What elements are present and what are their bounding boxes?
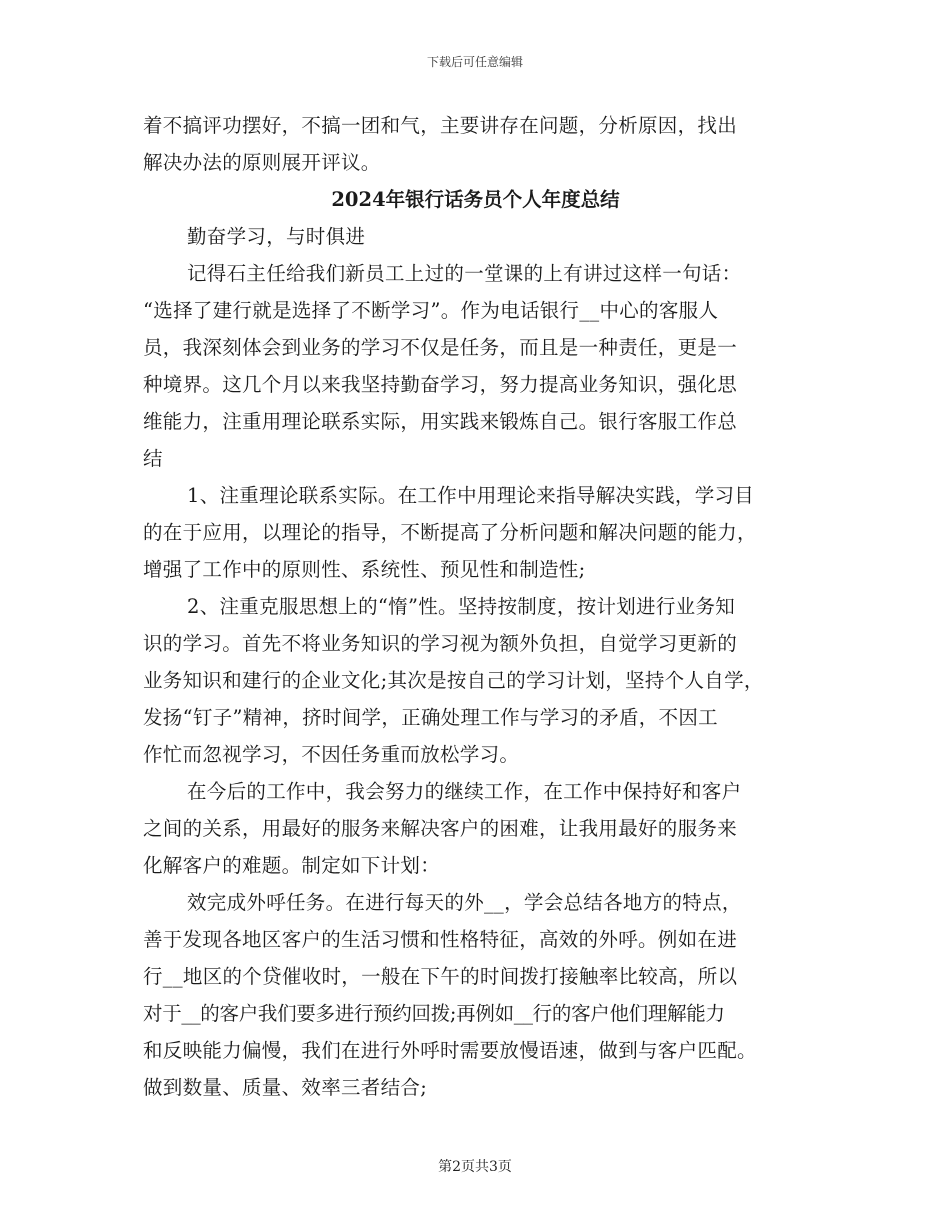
text-line: 维能力，注重用理论联系实际，用实践来锻炼自己。银行客服工作总 bbox=[143, 410, 738, 433]
text-line: 员，我深刻体会到业务的学习不仅是任务，而且是一种责任，更是一 bbox=[143, 336, 738, 359]
text-line: 勤奋学习，与时俱进 bbox=[187, 225, 366, 248]
document-body bbox=[143, 107, 808, 1106]
text-line: “选择了建行就是选择了不断学习”。作为电话银行__中心的客服人 bbox=[143, 299, 719, 322]
page-number: 第2页共3页 bbox=[438, 1159, 512, 1175]
document-paragraphs bbox=[143, 218, 808, 1106]
text-line: 识的学习。首先不将业务知识的学习视为额外负担，自觉学习更新的 bbox=[143, 632, 738, 655]
text-line: 1、注重理论联系实际。在工作中用理论来指导解决实践，学习目 bbox=[187, 484, 755, 507]
text-line: 2、注重克服思想上的“惰”性。坚持按制度，按计划进行业务知 bbox=[187, 595, 736, 618]
page-header: 下载后可任意编辑 bbox=[426, 55, 523, 69]
text-line: 的在于应用，以理论的指导，不断提高了分析问题和解决问题的能力， bbox=[143, 521, 757, 544]
text-line: 和反映能力偏慢，我们在进行外呼时需要放慢语速，做到与客户匹配。 bbox=[143, 1039, 757, 1062]
paragraph-continuation bbox=[143, 107, 808, 181]
text-line: 对于__的客户我们要多进行预约回拨;再例如__行的客户他们理解能力 bbox=[143, 1002, 725, 1025]
text-line: 之间的关系，用最好的服务来解决客户的困难，让我用最好的服务来 bbox=[143, 817, 738, 840]
text-line: 在今后的工作中，我会努力的继续工作，在工作中保持好和客户 bbox=[187, 780, 742, 803]
document-title: 2024年银行话务员个人年度总结 bbox=[331, 188, 620, 211]
text-line: 增强了工作中的原则性、系统性、预见性和制造性; bbox=[143, 558, 586, 581]
text-line: 行__地区的个贷催收时，一般在下午的时间拨打接触率比较高，所以 bbox=[143, 965, 738, 988]
text-line: 做到数量、质量、效率三者结合; bbox=[143, 1076, 428, 1099]
text-line: 发扬“钉子”精神，挤时间学，正确处理工作与学习的矛盾，不因工 bbox=[143, 706, 718, 729]
text-line: 化解客户的难题。制定如下计划： bbox=[143, 854, 441, 877]
text-line: 效完成外呼任务。在进行每天的外__，学会总结各地方的特点， bbox=[187, 891, 742, 914]
text-line: 业务知识和建行的企业文化;其次是按自己的学习计划，坚持个人自学， bbox=[143, 669, 764, 692]
text-line: 着不搞评功摆好，不搞一团和气，主要讲存在问题，分析原因，找出 bbox=[143, 114, 738, 137]
text-line: 解决办法的原则展开评议。 bbox=[143, 151, 381, 174]
text-line: 善于发现各地区客户的生活习惯和性格特征，高效的外呼。例如在进 bbox=[143, 928, 738, 951]
text-line: 结 bbox=[143, 447, 163, 470]
text-line: 作忙而忽视学习，不因任务重而放松学习。 bbox=[143, 743, 520, 766]
text-line: 种境界。这几个月以来我坚持勤奋学习，努力提高业务知识，强化思 bbox=[143, 373, 738, 396]
text-line: 记得石主任给我们新员工上过的一堂课的上有讲过这样一句话： bbox=[187, 262, 742, 285]
